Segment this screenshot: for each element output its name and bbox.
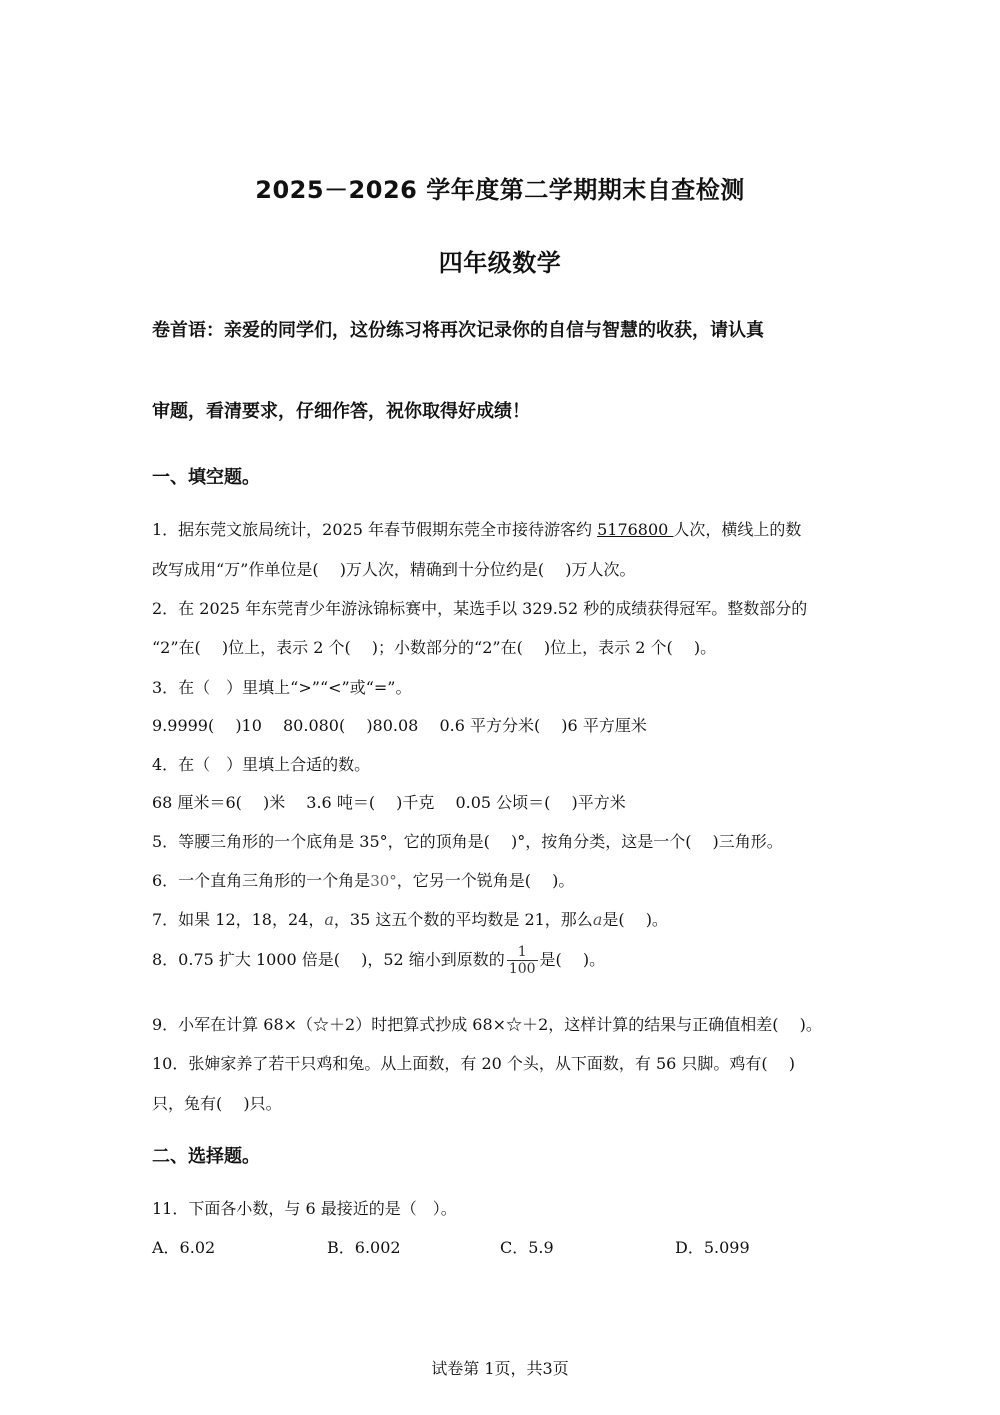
- section-heading-multiple-choice: 二、选择题。: [152, 1146, 260, 1167]
- question-8: [152, 944, 605, 977]
- question-3-line-2: 9.9999( )10 80.080( )80.08 0.6 平方分米( )6 平方厘米: [152, 716, 647, 735]
- exam-subject: 四年级数学: [438, 249, 562, 277]
- question-1-line-1: [152, 517, 801, 540]
- question-5: 5．等腰三角形的一个底角是 35°，它的顶角是( )°，按角分类，这是一个( )三角形。: [152, 832, 783, 851]
- question-2-line-1: 2．在 2025 年东莞青少年游泳锦标赛中，某选手以 329.52 秒的成绩获得冠军。整数部分的: [152, 599, 808, 618]
- question-2-line-2: “2”在( )位上，表示 2 个( )；小数部分的“2”在( )位上，表示 2 个( )。: [152, 638, 717, 657]
- question-7-text-b: ，35 这五个数的平均数是 21，那么: [333, 910, 593, 929]
- section-heading-fill-in: 一、填空题。: [152, 467, 260, 488]
- question-1-line-2: 改写成用“万”作单位是( )万人次，精确到十分位约是( )万人次。: [152, 560, 636, 579]
- question-6-text-a: 6．一个直角三角形的一个角是: [152, 871, 371, 890]
- question-9: 9．小军在计算 68×（☆＋2）时把算式抄成 68×☆＋2，这样计算的结果与正确值相差( )。: [152, 1015, 822, 1034]
- question-10-line-2: 只，兔有( )只。: [152, 1094, 282, 1113]
- preface-line-2: 审题，看清要求，仔细作答，祝你取得好成绩！: [152, 401, 530, 422]
- question-7-text-c: 是( )。: [602, 910, 668, 929]
- question-6: [152, 868, 574, 891]
- question-7-variable-a-2: a: [592, 910, 603, 929]
- question-7-variable-a: a: [324, 910, 334, 929]
- question-4-line-2: 68 厘米＝6( )米 3.6 吨＝( )千克 0.05 公顷＝( )平方米: [152, 793, 626, 812]
- page-footer: 试卷第 1页，共3页: [431, 1359, 569, 1378]
- question-4-line-1: 4．在（ ）里填上合适的数。: [152, 755, 371, 774]
- question-8-fraction: [507, 944, 538, 977]
- exam-title: 2025－2026 学年度第二学期期末自查检测: [255, 176, 745, 204]
- question-11-option-d: D．5.099: [675, 1238, 750, 1257]
- question-7-text-a: 7．如果 12，18，24，: [152, 910, 325, 929]
- question-11-option-c: C．5.9: [500, 1238, 554, 1257]
- question-8-text-a: 8．0.75 扩大 1000 倍是( )，52 缩小到原数的: [152, 950, 505, 969]
- question-8-text-b: 是( )。: [539, 950, 606, 969]
- fraction-denominator: 100: [508, 961, 536, 977]
- question-7: [152, 907, 668, 930]
- question-3-line-1: 3．在（ ）里填上“>”“<”或“=”。: [152, 678, 412, 697]
- question-6-text-b: ，它另一个锐角是( )。: [396, 871, 575, 890]
- question-11-option-a: A．6.02: [152, 1238, 216, 1257]
- question-11-stem: 11．下面各小数，与 6 最接近的是（ ）。: [152, 1199, 457, 1218]
- question-10-line-1: 10．张婶家养了若干只鸡和兔。从上面数，有 20 个头，从下面数，有 56 只脚。鸡有( ): [152, 1054, 795, 1073]
- question-1-text-b: 人次，横线上的数: [673, 520, 802, 539]
- fraction-numerator: 1: [507, 944, 538, 961]
- question-1-text-a: 1．据东莞文旅局统计，2025 年春节假期东莞全市接待游客约: [152, 520, 598, 539]
- preface-line-1: 卷首语：亲爱的同学们，这份练习将再次记录你的自信与智慧的收获，请认真: [152, 320, 764, 341]
- question-6-angle: 30°: [370, 872, 397, 890]
- question-11-option-b: B．6.002: [327, 1238, 401, 1257]
- question-1-underlined-number: 5176800: [597, 520, 674, 539]
